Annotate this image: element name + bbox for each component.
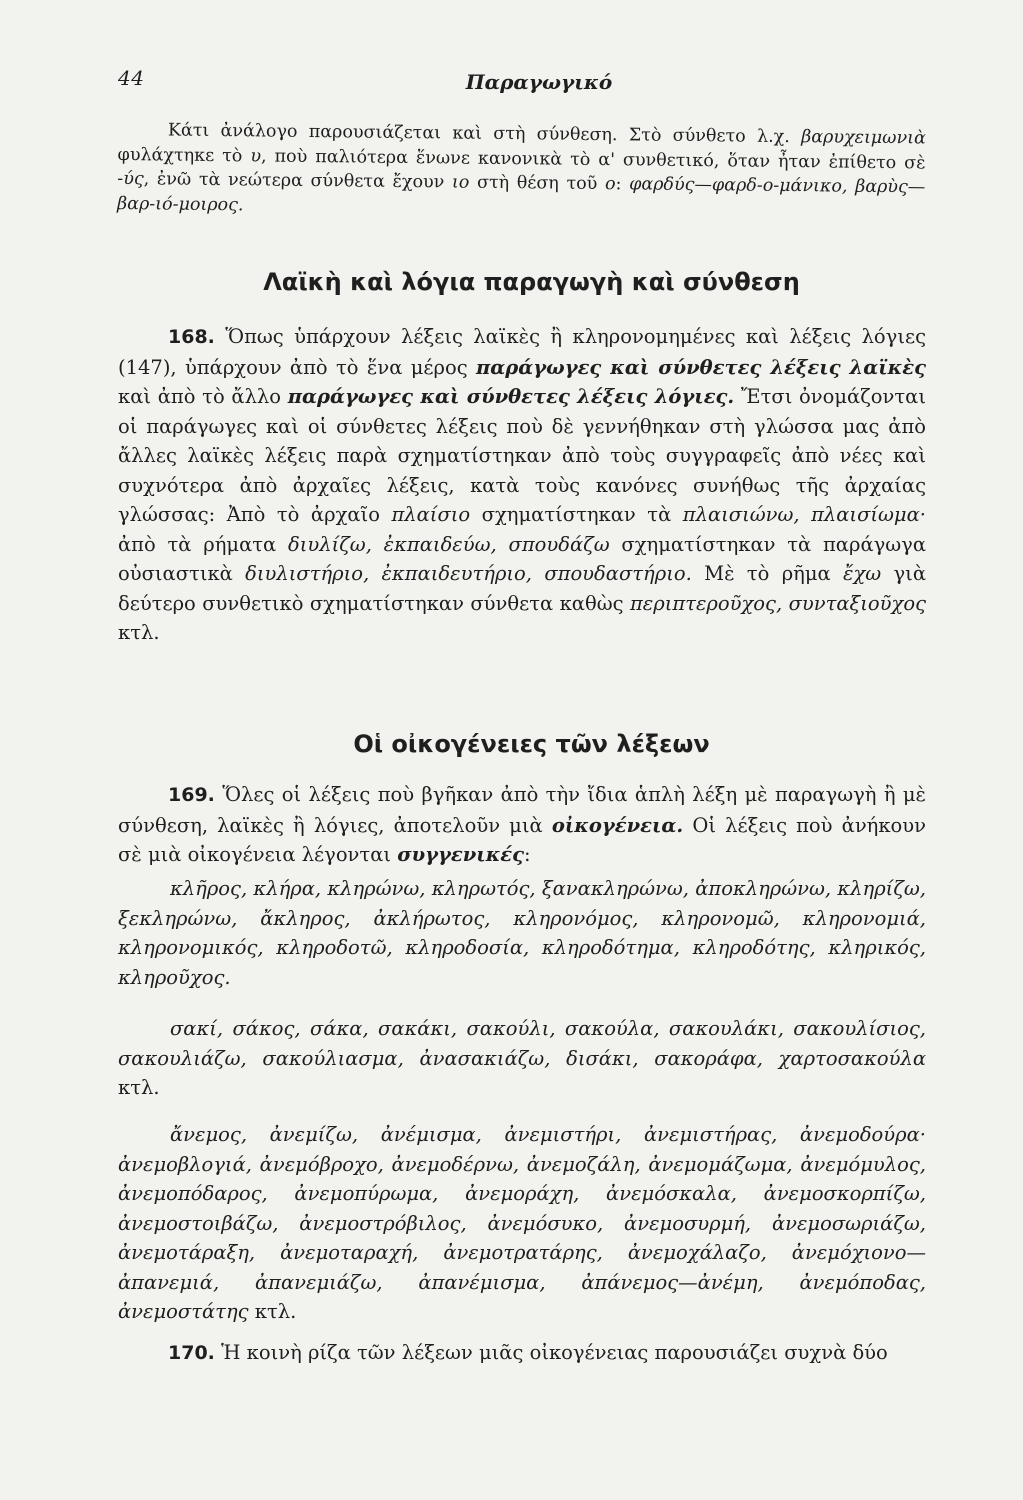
italic-examples: σακί, σάκος, σάκα, σακάκι, σακούλι, σακούλα, σακουλάκι, σακουλίσιος, σακουλιάζω, σακούλιασμα, ἀνασακιάζω, δισάκι, σακοράφα, χαρτοσακούλα — [118, 1017, 926, 1070]
text-run: Ἡ κοινὴ ρίζα τῶν λέξεων μιᾶς οἰκογένειας παρουσιάζει συχνὰ δύο — [214, 1341, 888, 1364]
italic-word: περιπτεροῦχος, συνταξιοῦχος — [629, 591, 927, 615]
italic-examples: ἄνεμος, ἀνεμίζω, ἀνέμισμα, ἀνεμιστήρι, ἀνεμιστήρας, ἀνεμοδούρα· ἀνεμοβλογιά, ἀνεμόβροχο, ἀνεμοδέρνω, ἀνεμοζάλη, ἀνεμομάζωμα, ἀνεμόμυλος, ἀνεμοπόδαρος, ἀνεμοπύρωμα, ἀνεμοράχη, ἀνεμόσκαλα, ἀνεμοσκορπίζω, ἀνεμοστοιβάζω, ἀνεμοστρόβιλος, ἀνεμόσυκο, ἀνεμοσυρμή, ἀνεμοσωριάζω, ἀνεμοτάραξη, ἀνεμοταραχή, ἀνεμοτρατάρης, ἀνεμοχάλαζο, ἀνεμόχιονο—ἀπανεμιά, ἀπανεμιάζω, ἀπανέμισμα, ἀπάνεμος—ἀνέμη, ἀνεμόποδας, ἀνεμοστάτης — [118, 1123, 926, 1323]
page-number: 44 — [118, 66, 145, 90]
text-run: Ὅπως ὑπάρχουν λέξεις λαϊκὲς ἢ κληρονομημένες καὶ λέξεις λόγιες (147), ὑπάρχουν ἀπὸ τὸ ἕνα μέρος — [118, 325, 926, 379]
emphasized-term: οἰκογένεια. — [551, 813, 684, 837]
paragraph-number: 170. — [168, 1342, 215, 1364]
text-run: Ἔτσι ὀνομάζονται οἱ παράγωγες καὶ οἱ σύνθετες λέξεις ποὺ δὲ γεννήθηκαν στὴ γλώσσα μας ἀπὸ ἄλλες λαϊκὲς λέξεις παρὰ σχηματίστηκαν ἀπὸ τοὺς συγγραφεῖς ἀπὸ νέες καὶ συχνότερα ἀπὸ ἀρχαῖες λέξεις, κατὰ τοὺς κανόνες συνήθως τῆς ἀρχαίας γλώσσας: Ἀπὸ τὸ ἀρχαῖο — [118, 385, 926, 526]
text-run: γιὰ δεύτερο συνθετικὸ σχηματίστηκαν σύνθετα καθὼς — [118, 562, 926, 615]
italic-word: ιο — [451, 172, 470, 193]
text-run: κτλ. — [118, 1076, 160, 1099]
text-run: Οἱ λέξεις ποὺ ἀνήκουν σὲ μιὰ οἰκογένεια λέγονται — [118, 813, 926, 866]
text-run: Μὲ τὸ ρῆμα — [691, 562, 844, 585]
text-run: σχηματίστηκαν τὰ παράγωγα οὐσιαστικὰ — [118, 532, 926, 585]
text-run: Κάτι ἀνάλογο παρουσιάζεται καὶ στὴ σύνθεση. Στὸ σύνθετο λ.χ. — [167, 120, 802, 148]
italic-word: ἔχω — [843, 562, 882, 585]
running-title: Παραγωγικό — [465, 70, 613, 94]
emphasized-term: παράγωγες καὶ σύνθετες λέξεις λόγιες. — [287, 385, 735, 408]
section-heading-lay-and-learned: Λαϊκὴ καὶ λόγια παραγωγὴ καὶ σύνθεση — [263, 268, 800, 296]
paragraph-168 — [118, 322, 926, 648]
text-run: στὴ θέση τοῦ — [469, 172, 606, 195]
intro-paragraph — [117, 118, 926, 224]
italic-word: βαρυχειμωνιὰ — [801, 127, 926, 149]
example-family-kliros: κλῆρος, κλήρα, κληρώνω, κληρωτός, ξανακληρώνω, ἀποκληρώνω, κληρίζω, ξεκληρώνω, ἄκληρος, ἀκλήρωτος, κληρονόμος, κληρονομῶ, κληρονομιά, κληρονομικός, κληροδοτῶ, κληροδοσία, κληροδότημα, κληροδότης, κληρικός, κληροῦχος. — [118, 877, 926, 989]
text-run: Ὅλες οἱ λέξεις ποὺ βγῆκαν ἀπὸ τὴν ἴδια ἁπλὴ λέξη μὲ παραγωγὴ ἢ μὲ σύνθεση, λαϊκὲς ἢ λόγιες, ἀποτελοῦν μιὰ — [118, 783, 926, 837]
text-run: καὶ ἀπὸ τὸ ἄλλο — [118, 385, 288, 408]
example-family-saki — [118, 1014, 926, 1103]
paragraph-number: 169. — [168, 784, 215, 806]
text-run: φυλάχτηκε τὸ — [117, 144, 251, 166]
italic-examples: φαρδύς—φαρδ-ο-μάνικο, βαρὺς—βαρ-ιό-μοιρος. — [116, 174, 926, 215]
text-run: , ποὺ παλιότερα ἕνωνε κανονικὰ τὸ α' συνθετικό, ὅταν ἦταν ἐπίθετο σὲ — [260, 146, 926, 173]
section-heading-word-families: Οἱ οἰκογένειες τῶν λέξεων — [353, 730, 710, 758]
paragraph-169 — [118, 780, 926, 870]
italic-word: ο — [604, 174, 616, 195]
text-run: κτλ. — [248, 1300, 297, 1323]
emphasized-term: παράγωγες καὶ σύνθετες λέξεις λαϊκὲς — [476, 355, 926, 379]
text-run: : — [524, 843, 531, 866]
italic-word: πλαισιώνω, πλαισίωμα· — [682, 503, 926, 526]
italic-word: -ύς — [117, 168, 144, 190]
text-run: ἀπὸ τὰ ρήματα — [118, 532, 288, 556]
text-run: σχηματίστηκαν τὰ — [470, 503, 683, 526]
text-run: , ἐνῶ τὰ νεώτερα σύνθετα ἔχουν — [143, 169, 453, 193]
emphasized-term: συγγενικές — [397, 843, 525, 866]
example-family-anemos — [118, 1120, 926, 1327]
paragraph-170 — [118, 1338, 926, 1369]
text-run: : — [615, 174, 630, 195]
italic-word: διυλίζω, ἐκπαιδεύω, σπουδάζω — [287, 532, 610, 556]
italic-word: πλαίσιο — [391, 503, 471, 526]
italic-word: διυλιστήριο, ἐκπαιδευτήριο, σπουδαστήριο. — [245, 562, 692, 585]
text-run: κτλ. — [118, 621, 160, 644]
italic-word: υ — [250, 145, 262, 166]
paragraph-number: 168. — [168, 326, 215, 348]
